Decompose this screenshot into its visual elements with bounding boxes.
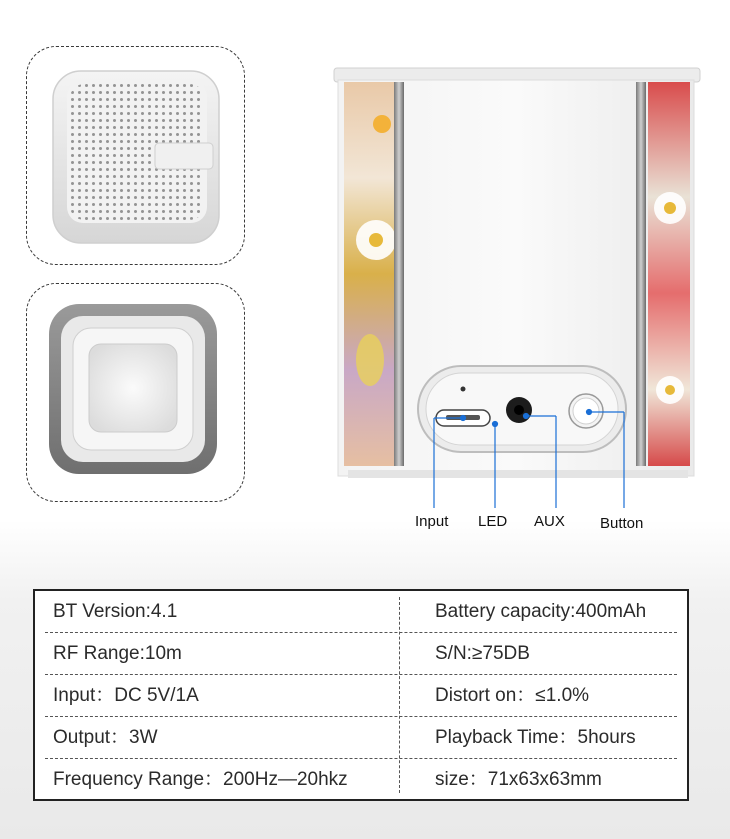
input-port-label: Input xyxy=(415,513,449,530)
spec-size: size：71x63x63mm xyxy=(435,769,602,790)
spec-frequency-range: Frequency Range：200Hz—20hkz xyxy=(53,769,348,790)
spec-row xyxy=(45,759,677,801)
spec-bt-version: BT Version:4.1 xyxy=(53,601,178,622)
spec-row xyxy=(45,717,677,759)
speaker-base-illustration xyxy=(27,284,246,503)
spec-battery-capacity: Battery capacity:400mAh xyxy=(435,601,647,622)
button-label: Button xyxy=(600,515,644,532)
spec-signal-noise: S/N:≥75DB xyxy=(435,643,530,664)
speaker-front-thumbnail xyxy=(26,46,245,265)
spec-output: Output：3W xyxy=(53,727,158,748)
speaker-back-view xyxy=(330,60,710,565)
spec-table xyxy=(33,589,689,801)
led-label: LED xyxy=(478,513,508,530)
spec-distortion: Distort on：≤1.0% xyxy=(435,685,590,706)
spec-playback-time: Playback Time：5hours xyxy=(435,727,636,748)
spec-rf-range: RF Range:10m xyxy=(53,643,182,664)
spec-row xyxy=(45,633,677,675)
led-indicator xyxy=(461,387,466,392)
spec-row xyxy=(45,675,677,717)
spec-input: Input：DC 5V/1A xyxy=(53,685,199,706)
aux-label: AUX xyxy=(534,513,565,530)
speaker-grille-illustration xyxy=(27,47,246,266)
speaker-base-thumbnail xyxy=(26,283,245,502)
spec-column-divider xyxy=(399,597,400,793)
spec-row xyxy=(45,591,677,633)
